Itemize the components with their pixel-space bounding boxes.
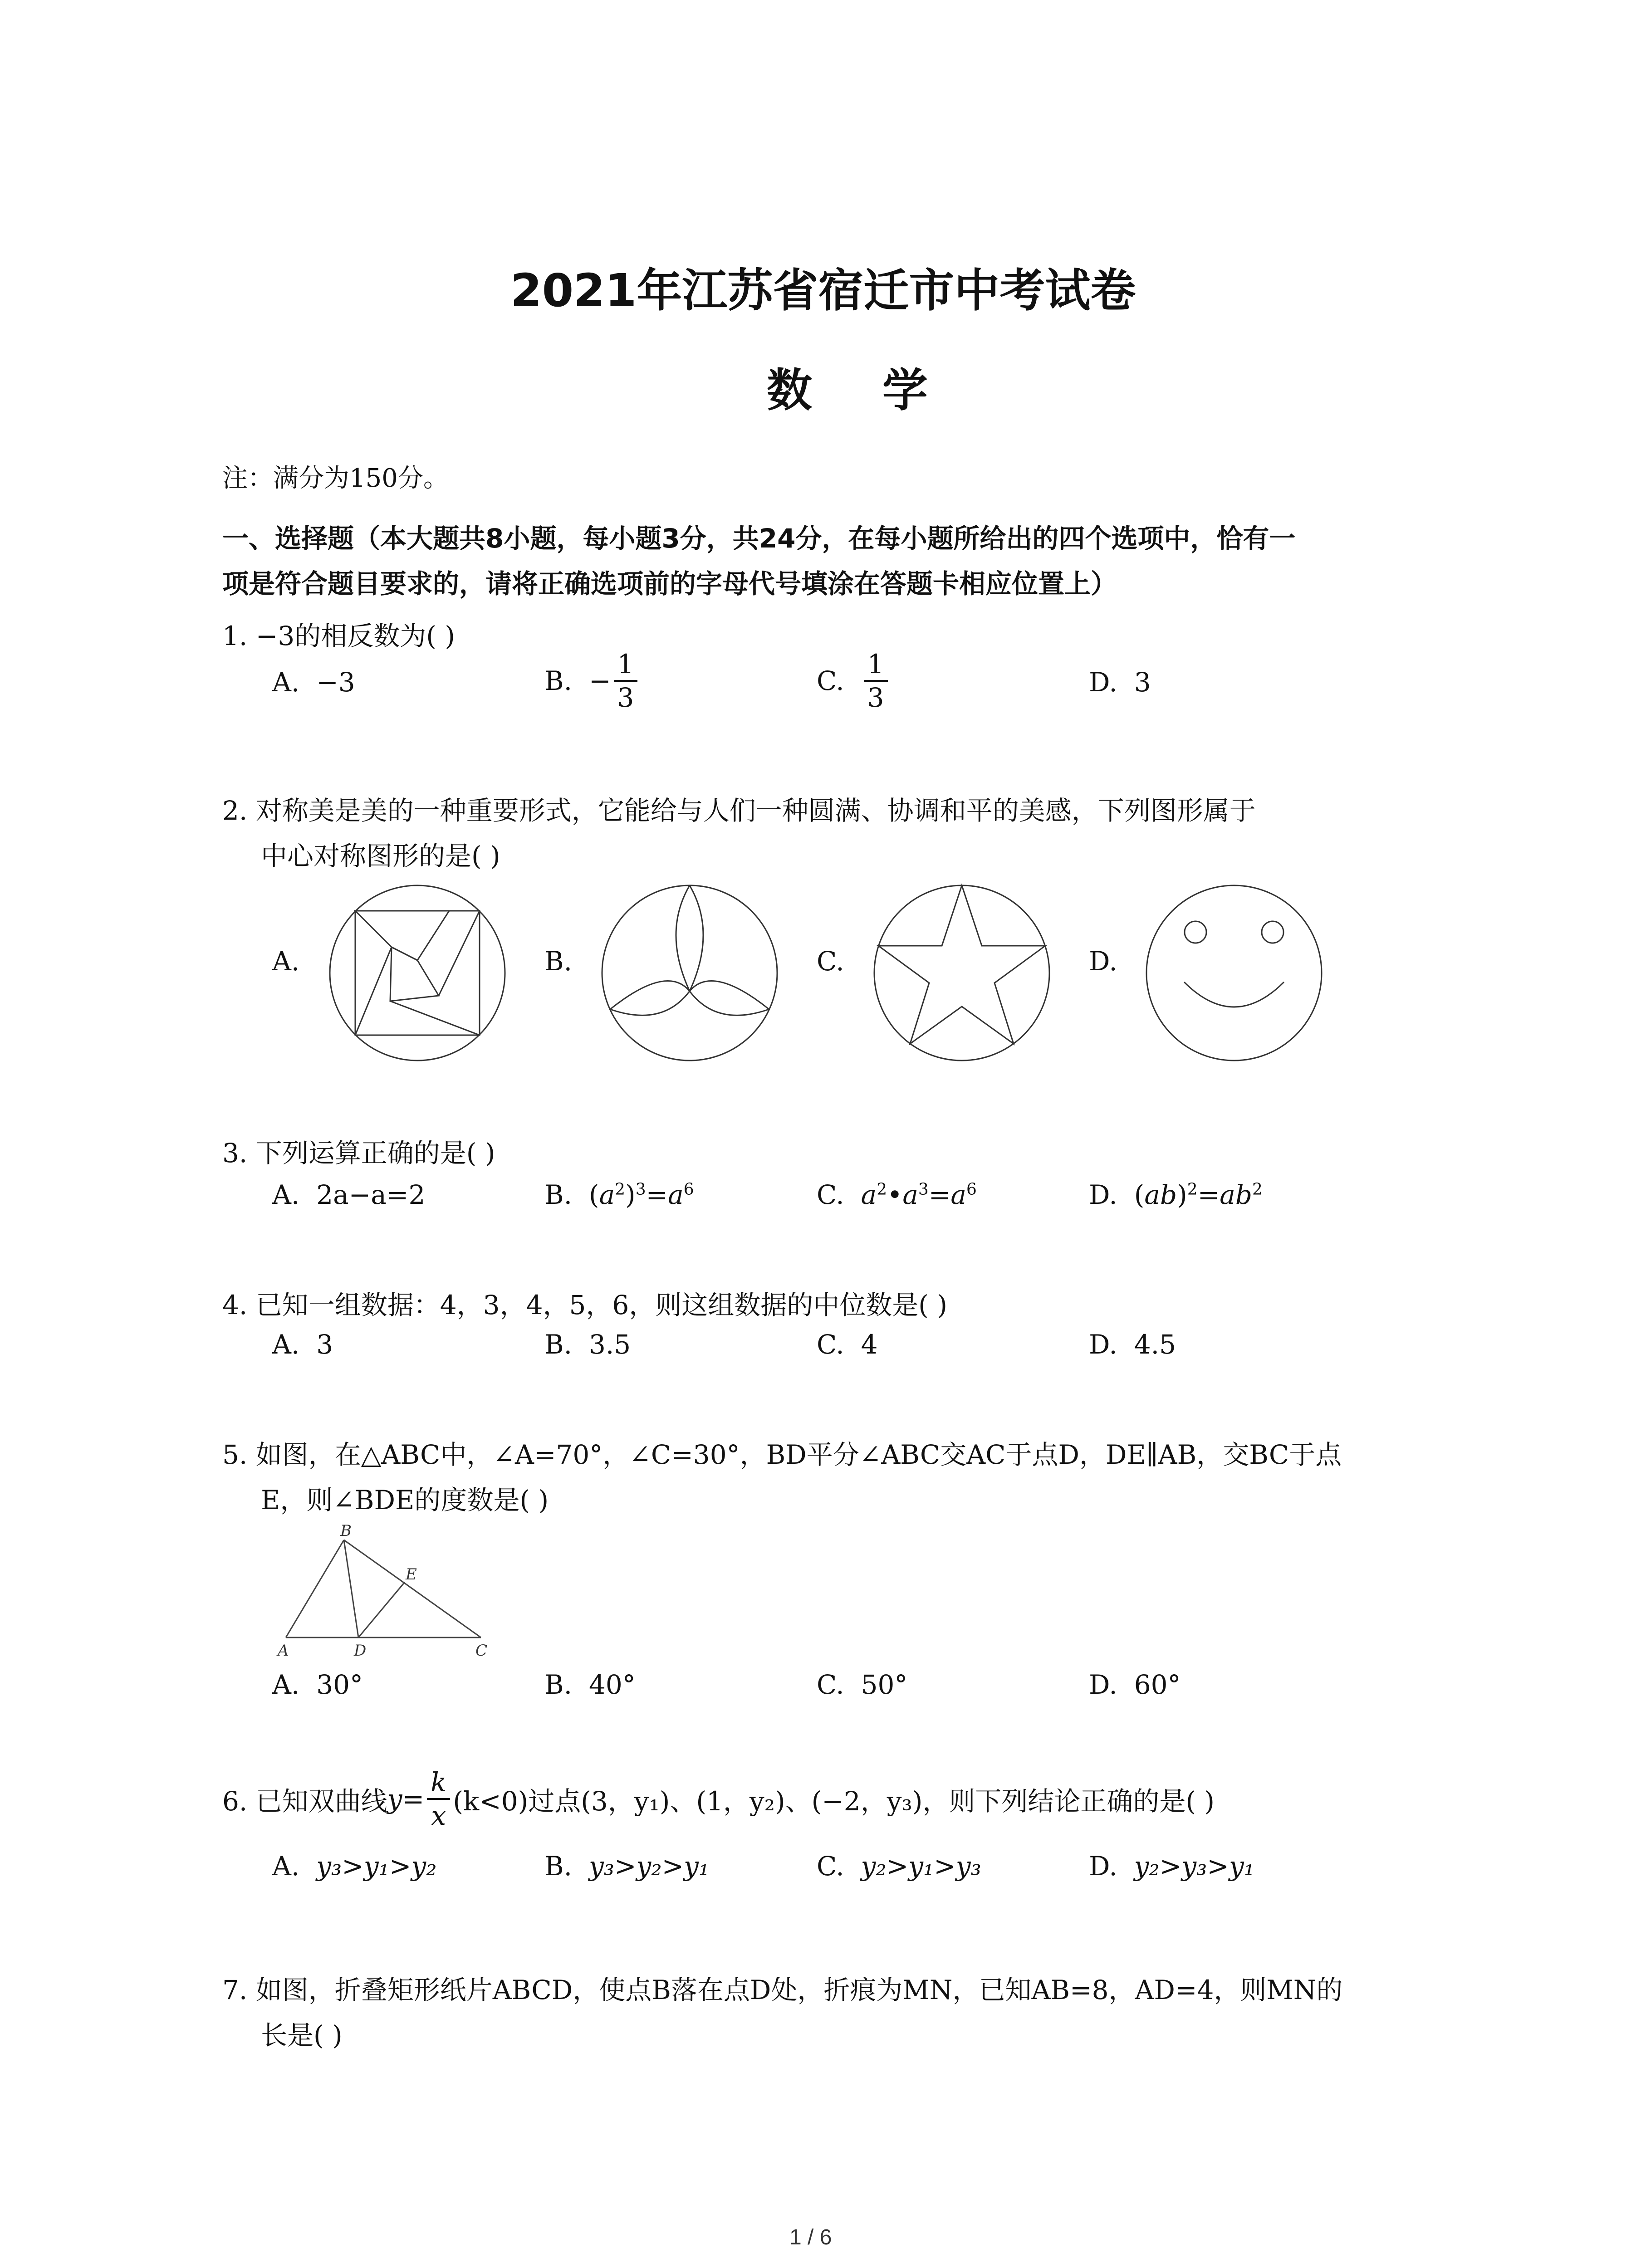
q1-stem: 1. −3的相反数为( ) bbox=[222, 621, 455, 651]
q3-option-b: B. $(a^2)^3=a^6$ bbox=[544, 1179, 694, 1210]
q3-option-a bbox=[272, 1179, 425, 1210]
fraction bbox=[864, 651, 888, 711]
q6-stem: 6. 已知双曲线y= $\frac{k}{x}$ (k<0)过点(3，y₁)、(1，y₂)、(−2，y₃)，则下列结论正确的是( ) bbox=[222, 1767, 1215, 1831]
page-number: 1 / 6 bbox=[789, 2225, 832, 2249]
q7-stem-line2: 长是( ) bbox=[261, 2020, 343, 2051]
minus-sign: − bbox=[588, 665, 611, 696]
q5-option-b bbox=[544, 1669, 636, 1700]
option-label: D. bbox=[1089, 1851, 1117, 1882]
numerator: k bbox=[427, 1769, 450, 1800]
q6-option-a bbox=[272, 1851, 436, 1882]
q5-triangle-figure bbox=[268, 1524, 504, 1660]
q6-option-b bbox=[544, 1851, 709, 1882]
q5-option-c bbox=[817, 1669, 907, 1700]
figure-d-smiley bbox=[1139, 878, 1329, 1068]
denominator: x bbox=[431, 1800, 446, 1831]
option-label: A. bbox=[272, 667, 300, 698]
option-text: 2a−a=2 bbox=[316, 1179, 426, 1210]
option-label: C. bbox=[817, 1179, 844, 1210]
fraction bbox=[614, 651, 638, 711]
option-label: B. bbox=[544, 1329, 573, 1360]
option-text: y₂>y₁>y₃ bbox=[861, 1851, 981, 1882]
q6-option-d bbox=[1089, 1851, 1254, 1882]
figure-c-star bbox=[867, 878, 1057, 1068]
option-text: y₃>y₂>y₁ bbox=[588, 1851, 710, 1882]
q6-prefix: 6. 已知双曲线 bbox=[222, 1786, 387, 1817]
q3-option-d: D. $(ab)^2=ab^2$ bbox=[1089, 1179, 1263, 1210]
q5-stem-line1: 5. 如图，在△ABC中，∠A=70°，∠C=30°，BD平分∠ABC交AC于点D，DE∥AB，交BC于点 bbox=[222, 1439, 1342, 1470]
q6-option-c bbox=[817, 1851, 981, 1882]
q3-option-c: C. $a^2•a^3=a^6$ bbox=[817, 1179, 977, 1210]
numerator: 1 bbox=[864, 651, 888, 682]
label-b: B bbox=[340, 1524, 352, 1540]
option-label: B. bbox=[544, 1851, 573, 1882]
option-text: 30° bbox=[316, 1669, 363, 1700]
denominator: 3 bbox=[617, 682, 634, 713]
option-text: 3 bbox=[1134, 667, 1151, 698]
option-text: 60° bbox=[1134, 1669, 1181, 1700]
fraction bbox=[427, 1769, 450, 1829]
figure-b-three-arcs bbox=[594, 878, 785, 1068]
option-text: 4.5 bbox=[1134, 1329, 1176, 1360]
q2-option-d-label: D. bbox=[1089, 946, 1117, 977]
option-label: D. bbox=[1089, 1329, 1117, 1360]
option-label: A. bbox=[272, 1329, 300, 1360]
score-note: 注：满分为150分。 bbox=[222, 464, 449, 493]
option-label: C. bbox=[817, 1669, 844, 1700]
option-label: B. bbox=[544, 1179, 573, 1210]
option-label: D. bbox=[1089, 667, 1117, 698]
option-label: A. bbox=[272, 1179, 300, 1210]
numerator: 1 bbox=[614, 651, 638, 682]
option-text: y₃>y₁>y₂ bbox=[316, 1851, 437, 1882]
option-label: D. bbox=[1089, 1179, 1117, 1210]
figure-a-pinwheel-square bbox=[322, 878, 513, 1068]
q3-stem: 3. 下列运算正确的是( ) bbox=[222, 1138, 495, 1168]
label-d: D bbox=[354, 1642, 367, 1660]
q1-option-b bbox=[544, 651, 640, 711]
option-label: B. bbox=[544, 1669, 573, 1700]
option-label: C. bbox=[817, 1329, 844, 1360]
q1-option-c bbox=[817, 651, 891, 711]
q4-stem: 4. 已知一组数据：4，3，4，5，6，则这组数据的中位数是( ) bbox=[222, 1290, 947, 1320]
q4-option-a bbox=[272, 1329, 333, 1360]
option-text: y₂>y₃>y₁ bbox=[1134, 1851, 1254, 1882]
q2-stem-line2: 中心对称图形的是( ) bbox=[261, 841, 500, 871]
q4-option-c bbox=[817, 1329, 878, 1360]
section-heading-line1: 一、选择题（本大题共8小题，每小题3分，共24分，在每小题所给出的四个选项中，恰有一 bbox=[222, 523, 1296, 554]
option-text: 3.5 bbox=[588, 1329, 631, 1360]
label-c: C bbox=[475, 1642, 488, 1660]
q1-option-a bbox=[272, 667, 355, 698]
exam-title: 2021年江苏省宿迁市中考试卷 bbox=[510, 264, 1136, 317]
option-label: C. bbox=[817, 1851, 844, 1882]
label-a: A bbox=[278, 1642, 289, 1660]
label-e: E bbox=[406, 1565, 417, 1584]
option-label: B. bbox=[544, 665, 573, 696]
option-text: 3 bbox=[316, 1329, 333, 1360]
q7-stem-line1: 7. 如图，折叠矩形纸片ABCD，使点B落在点D处，折痕为MN，已知AB=8，AD=4，则MN的 bbox=[222, 1975, 1343, 2005]
option-text: 4 bbox=[861, 1329, 878, 1360]
option-label: D. bbox=[1089, 1669, 1117, 1700]
option-label: A. bbox=[272, 1851, 300, 1882]
option-label: A. bbox=[272, 1669, 300, 1700]
q5-option-a bbox=[272, 1669, 363, 1700]
option-label: C. bbox=[817, 665, 844, 696]
denominator: 3 bbox=[867, 682, 884, 713]
option-text: 40° bbox=[588, 1669, 636, 1700]
q2-option-b-label: B. bbox=[544, 946, 573, 977]
q1-option-d bbox=[1089, 667, 1151, 698]
section-heading-line2: 项是符合题目要求的，请将正确选项前的字母代号填涂在答题卡相应位置上） bbox=[222, 568, 1117, 599]
option-text: −3 bbox=[316, 667, 355, 698]
subject-title: 数 学 bbox=[767, 364, 955, 417]
q5-stem-line2: E，则∠BDE的度数是( ) bbox=[261, 1485, 549, 1515]
q2-stem-line1: 2. 对称美是美的一种重要形式，它能给与人们一种圆满、协调和平的美感，下列图形属于 bbox=[222, 795, 1256, 826]
q4-option-b bbox=[544, 1329, 631, 1360]
q2-option-a-label: A. bbox=[272, 946, 300, 977]
q2-option-c-label: C. bbox=[817, 946, 844, 977]
q4-option-d bbox=[1089, 1329, 1176, 1360]
q5-option-d bbox=[1089, 1669, 1181, 1700]
q6-suffix: (k<0)过点(3，y₁)、(1，y₂)、(−2，y₃)，则下列结论正确的是( ) bbox=[453, 1786, 1215, 1817]
option-text: 50° bbox=[861, 1669, 908, 1700]
